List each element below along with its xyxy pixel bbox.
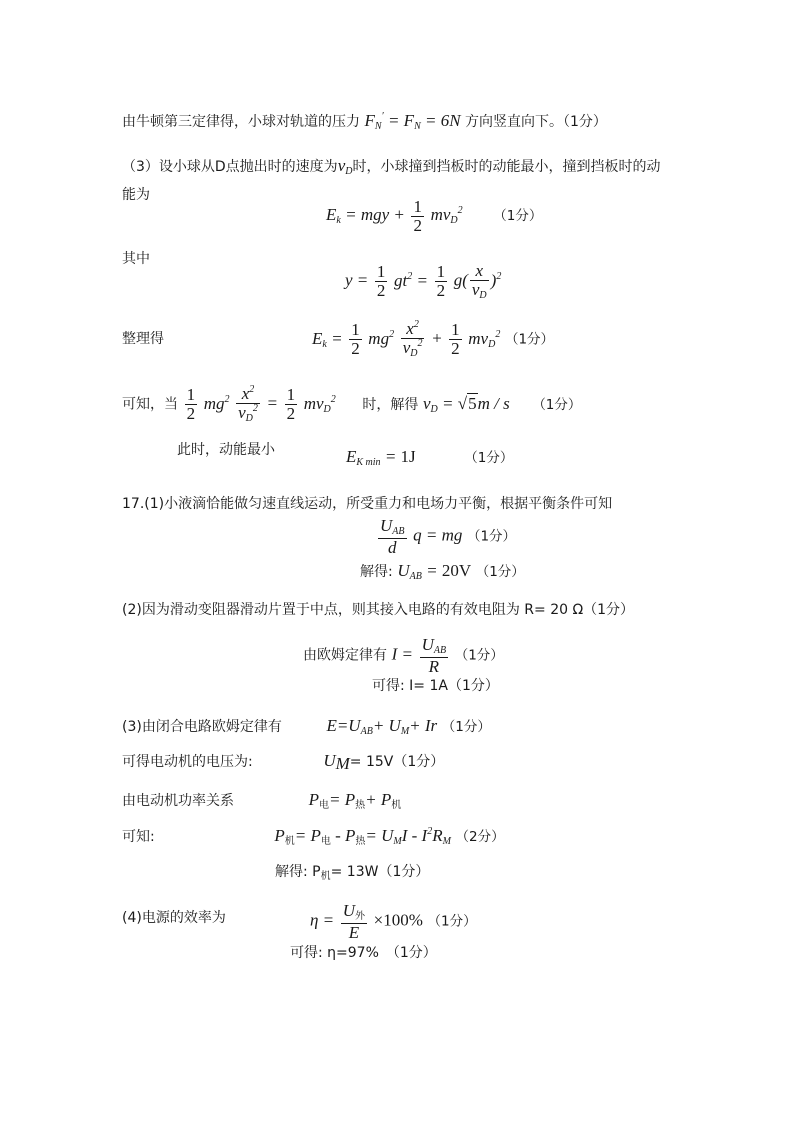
text-line-power: 由电动机功率关系 $P_电= P_热+ P_机$ (122, 790, 402, 811)
text-line-efficiency-result: 可得: η=97% （1分） (290, 945, 437, 961)
text-line-q17-2: (2)因为滑动变阻器滑动片置于中点，则其接入电路的有效电阻为 R= 20 Ω（1分） (122, 602, 635, 618)
text: 时，解得 (362, 396, 419, 413)
score: （1分） (493, 208, 543, 225)
sub: 机 (391, 800, 402, 811)
score: （2分） (455, 829, 505, 845)
formula-uab: 解得: $U_{AB} = 20V$ （1分） (360, 561, 525, 582)
symbol-u: U (323, 751, 336, 770)
score: （1分） (454, 647, 504, 664)
text: 由电动机功率关系 (122, 793, 234, 809)
text: 解得: (360, 564, 393, 580)
sub: 热 (355, 800, 366, 811)
text-line-current: 可得: I= 1A（1分） (372, 678, 499, 694)
score: （1分） (464, 450, 514, 466)
text-line-derive: 可知: $P_机= P_电 - P_热= U_MI - I^2R_M$ （2分） (122, 826, 505, 847)
sub: 机 (320, 871, 331, 882)
text: 可得电动机的电压为: (122, 754, 253, 770)
formula-ek: $E_k$ = mgy + $\frac{1}{2}$ $mv_D^2$ （1分） (326, 197, 543, 235)
text: (3)由闭合电路欧姆定律有 (122, 719, 282, 735)
text: 方向竖直向下。（1分） (465, 114, 607, 130)
score: （1分） (427, 913, 477, 930)
score: （1分） (475, 564, 525, 580)
text: 由牛顿第三定律得，小球对轨道的压力 (122, 114, 360, 130)
score: （1分） (504, 331, 555, 348)
score: （1分） (532, 396, 582, 413)
text: = 15V（1分） (349, 754, 445, 770)
text-line-min-energy: 此时，动能最小 (177, 442, 275, 458)
text: 可知: (122, 829, 155, 845)
text-line-part3 (122, 157, 660, 177)
text-line-energy-label: 能为 (122, 187, 150, 203)
score: （1分） (441, 719, 491, 735)
sub: 热 (355, 836, 366, 847)
text-line-output-power (275, 865, 429, 882)
text-line-simplify: 整理得 (122, 331, 164, 347)
formula-efficiency: η = $\frac{U_外}{E}$ ×100% （1分） (310, 901, 477, 942)
formula-y: y = $\frac{1}{2}$ $gt^2$ = $\frac{1}{2}$ g( $\frac{x}{v_D}$ )$^2$ (345, 261, 502, 301)
text-line-motor-voltage: 可得电动机的电压为: $U_M= 15V(1$分） (122, 751, 445, 773)
text-line-q17-1: 17.(1)小液滴恰能做匀速直线运动，所受重力和电场力平衡，根据平衡条件可知 (122, 496, 613, 512)
formula-balance: $\frac{U_{AB}}{d}$ q = mg （1分） (380, 516, 517, 557)
sub: 电 (319, 800, 329, 811)
sub: 机 (284, 836, 295, 847)
text: 可知，当 (122, 396, 178, 413)
text-line-where: 其中 (122, 251, 150, 267)
sub: 外 (355, 911, 366, 922)
formula-ek-expanded: $E_k$ = $\frac{1}{2}$ $mg^2$ $\frac{x^2}{v_D^2}$ + $\frac{1}{2}$ $mv_D^2$ （1分） (312, 319, 555, 359)
text-line-newton (122, 112, 607, 132)
text: 解得: P (275, 864, 321, 880)
formula-ek-min: $E_{K min} = 1J$ （1分） (346, 447, 514, 468)
text: 时，小球撞到挡板时的动能最小，撞到挡板时的动 (352, 159, 661, 175)
sub: 电 (320, 836, 331, 847)
formula-normal-force: $F_N' = F_N = 6N$ (364, 111, 461, 132)
text-line-q17-4: (4)电源的效率为 (122, 910, 226, 926)
score: （1分） (466, 528, 517, 545)
text: 由欧姆定律有 (303, 647, 387, 664)
text: = 13W（1分） (330, 864, 430, 880)
symbol-vD: $v_D$ (337, 156, 353, 177)
text-line-condition: 可知，当 $\frac{1}{2}$ $mg^2$ $\frac{x^2}{v_D^2}$ = $\frac{1}{2}$ $mv_D^2$ 时，解得 $v_D = √5m / s$ （1分） (122, 384, 582, 424)
formula-ohm: 由欧姆定律有 I = $\frac{U_{AB}}{R}$ （1分） (303, 635, 504, 676)
text: （3）设小球从D点抛出时的速度为 (122, 159, 338, 175)
text-line-q17-3: (3)由闭合电路欧姆定律有 $E=U_{AB}+ U_M+ Ir$ （1分） (122, 716, 491, 737)
